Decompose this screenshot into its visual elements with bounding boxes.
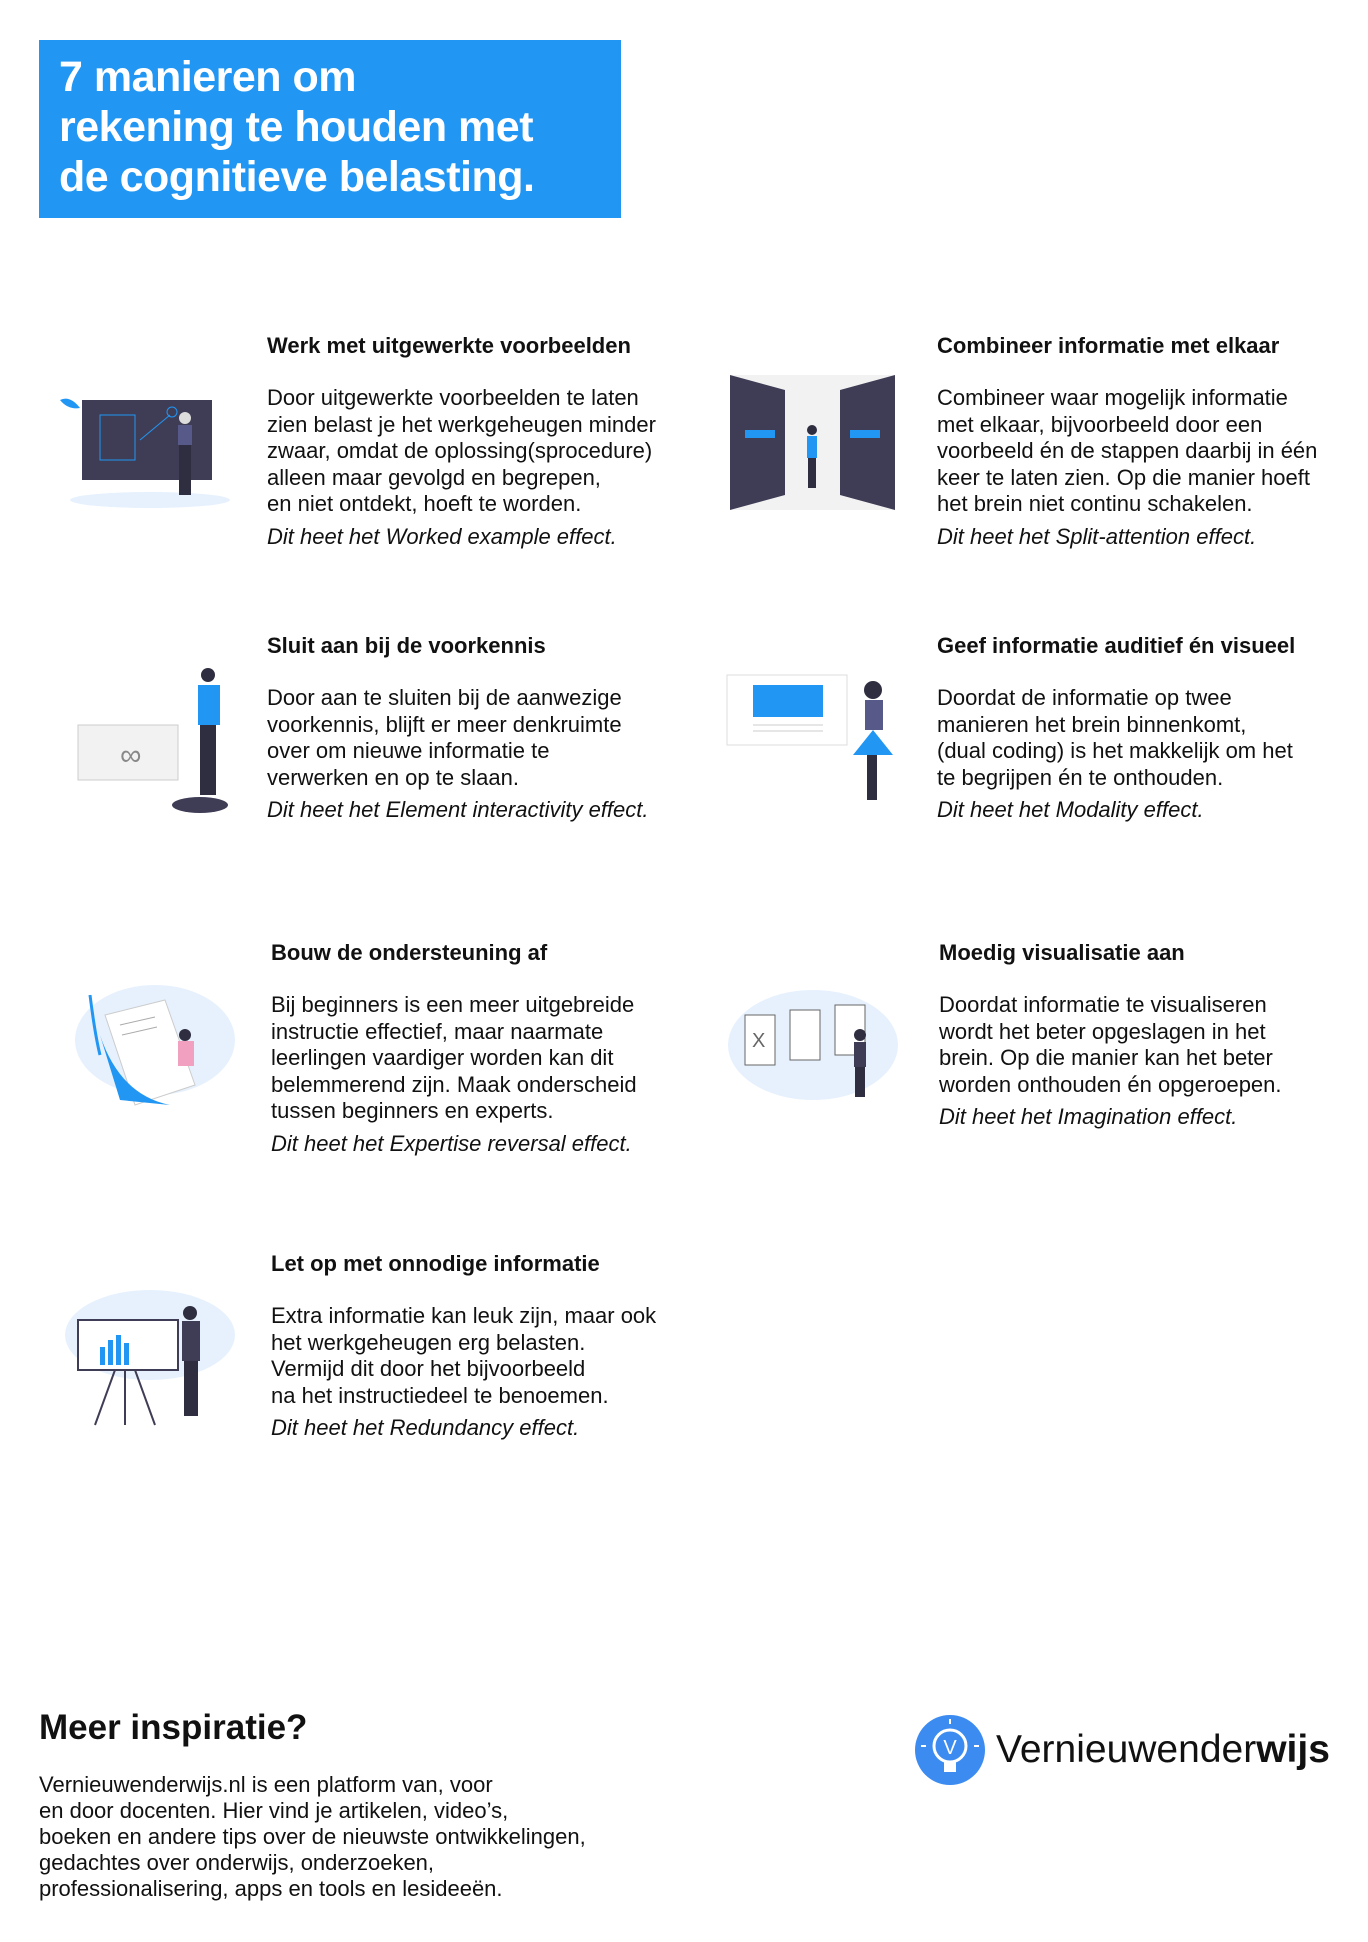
tip-heading: Let op met onnodige informatie [271, 1251, 600, 1276]
lightbulb-logo-icon [914, 1714, 986, 1786]
tip-body-line: Door uitgewerkte voorbeelden te laten [267, 385, 639, 410]
footer-heading: Meer inspiratie? [39, 1708, 308, 1747]
vernieuwenderwijs-logo[interactable] [914, 1714, 1330, 1786]
document-writing-illustration [60, 975, 235, 1125]
tip-heading: Sluit aan bij de voorkennis [267, 633, 546, 658]
tip-body-line: leerlingen vaardiger worden kan dit [271, 1045, 614, 1070]
tip-redundancy [271, 1251, 711, 1442]
footer-body [39, 1772, 659, 1902]
tip-body-line: (dual coding) is het makkelijk om het [937, 738, 1293, 763]
tip-effect: Dit heet het Split-attention effect. [937, 523, 1257, 549]
tip-effect: Dit heet het Worked example effect. [267, 523, 617, 549]
teacher-blackboard-illustration [60, 370, 235, 520]
logo-text [996, 1728, 1330, 1772]
title-line: 7 manieren om [59, 53, 356, 101]
title-line: rekening te houden met [59, 103, 534, 151]
tip-heading: Moedig visualisatie aan [939, 940, 1185, 965]
footer-line: professionalisering, apps en tools en lesideeën. [39, 1876, 503, 1901]
title-banner [39, 40, 621, 218]
logo-text-regular: Vernieuwender [996, 1728, 1257, 1771]
tip-heading: Combineer informatie met elkaar [937, 333, 1280, 358]
tip-body-line: Doordat informatie te visualiseren [939, 992, 1267, 1017]
tip-modality [937, 633, 1367, 824]
tip-body-line: Combineer waar mogelijk informatie [937, 385, 1288, 410]
tip-body-line: Bij beginners is een meer uitgebreide [271, 992, 635, 1017]
svg-text:X: X [752, 1030, 766, 1052]
tip-body-line: en niet ontdekt, hoeft te worden. [267, 491, 582, 516]
tip-effect: Dit heet het Element interactivity effect. [267, 797, 649, 822]
logo-text-bold: wijs [1256, 1728, 1330, 1771]
tip-effect: Dit heet het Redundancy effect. [271, 1415, 580, 1440]
tip-body-line: het werkgeheugen erg belasten. [271, 1329, 586, 1355]
tip-body-line: belemmerend zijn. Maak onderscheid [271, 1071, 637, 1097]
tip-body-line: tussen beginners en experts. [271, 1098, 554, 1123]
tip-body-line: alleen maar gevolgd en begrepen, [267, 464, 601, 490]
tip-effect: Dit heet het Imagination effect. [939, 1104, 1238, 1129]
tip-body-line: Vermijd dit door het bijvoorbeeld [271, 1356, 586, 1381]
tip-body-line: brein. Op die manier kan het beter [939, 1045, 1273, 1070]
tip-body-line: met elkaar, bijvoorbeeld door een [937, 411, 1263, 437]
tip-body-line: Doordat de informatie op twee [937, 685, 1232, 710]
bar-chart-presenter-illustration [60, 1285, 235, 1435]
footer-line: en door docenten. Hier vind je artikelen, video’s, [39, 1798, 509, 1823]
tip-body-line: worden onthouden én opgeroepen. [939, 1071, 1282, 1097]
tip-body-line: na het instructiedeel te benoemen. [271, 1382, 609, 1408]
footer-line: boeken en andere tips over de nieuwste ontwikkelingen, [39, 1824, 586, 1849]
tip-imagination [939, 940, 1368, 1131]
tip-body-line: het brein niet continu schakelen. [937, 491, 1253, 516]
tip-body-line: verwerken en op te slaan. [267, 764, 519, 790]
tip-body-line: te begrijpen én te onthouden. [937, 764, 1224, 790]
tip-body-line: voorkennis, blijft er meer denkruimte [267, 711, 622, 737]
tip-body-line: wordt het beter opgeslagen in het [939, 1018, 1266, 1044]
tip-expertise-reversal [271, 940, 691, 1157]
tip-body-line: zien belast je het werkgeheugen minder [267, 411, 656, 437]
tip-body-line: over om nieuwe informatie te [267, 738, 550, 763]
tip-body-line: manieren het brein binnenkomt, [937, 711, 1247, 737]
tip-effect: Dit heet het Expertise reversal effect. [271, 1130, 632, 1156]
tip-element-interactivity [267, 633, 687, 824]
footer-line: gedachtes over onderwijs, onderzoeken, [39, 1850, 435, 1875]
tip-body-line: instructie effectief, maar naarmate [271, 1018, 604, 1044]
tip-body-line: keer te laten zien. Op die manier hoeft [937, 464, 1310, 490]
doors-illustration [725, 370, 900, 520]
tip-heading: Werk met uitgewerkte voorbeelden [267, 333, 631, 358]
tip-body-line: zwaar, omdat de oplossing(sprocedure) [267, 438, 653, 463]
presentation-screen-illustration [725, 665, 900, 815]
wireframe-flow-illustration [725, 975, 900, 1125]
tip-body-line: Extra informatie kan leuk zijn, maar ook [271, 1303, 657, 1328]
logo-letter: V [943, 1737, 957, 1759]
tip-heading: Bouw de ondersteuning af [271, 940, 548, 965]
tip-body-line: voorbeeld én de stappen daarbij in één [937, 438, 1318, 463]
title-line: de cognitieve belasting. [59, 153, 535, 201]
footer-line: Vernieuwenderwijs.nl is een platform van, voor [39, 1772, 493, 1797]
svg-text:∞: ∞ [120, 739, 142, 772]
link-card-illustration [60, 665, 235, 815]
tip-body-line: Door aan te sluiten bij de aanwezige [267, 685, 622, 710]
tip-heading: Geef informatie auditief én visueel [937, 633, 1296, 658]
tip-effect: Dit heet het Modality effect. [937, 797, 1204, 822]
tip-split-attention [937, 333, 1367, 550]
tip-worked-example [267, 333, 687, 550]
